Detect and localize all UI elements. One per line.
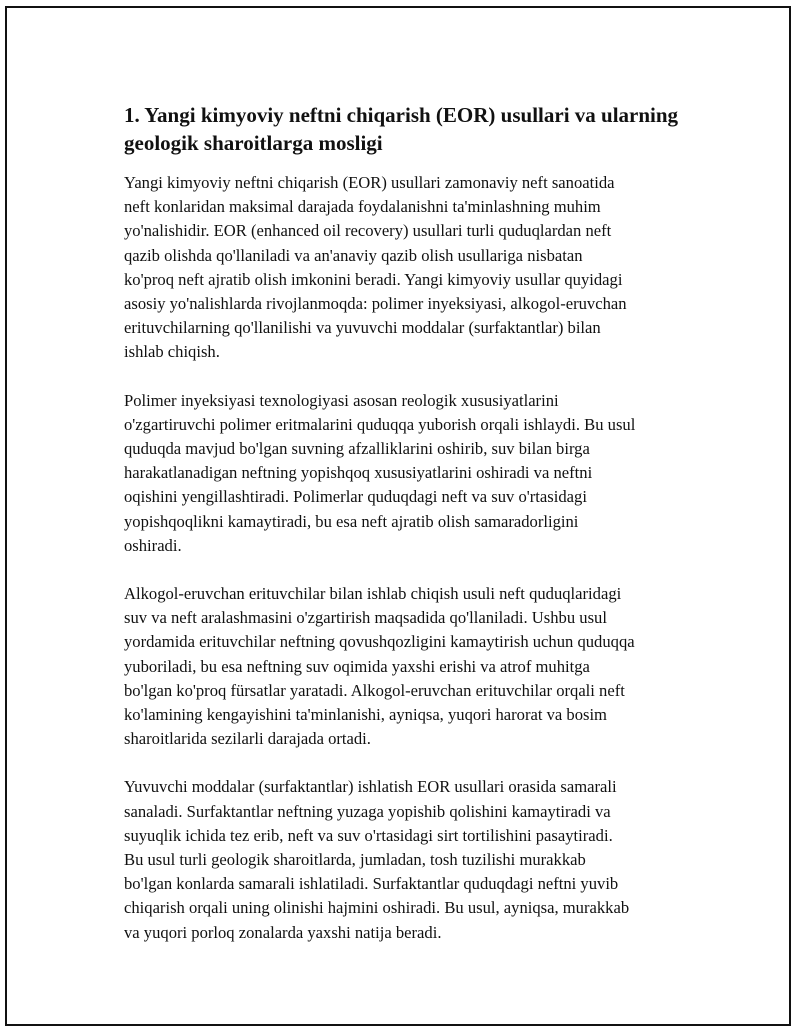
- paragraph-surfactants: Yuvuvchi moddalar (surfaktantlar) ishlatish EOR usullari orasida samarali sanaladi. Surfaktantlar neftning yuzaga yopishib qolishini kamaytiradi va suyuqlik ichida tez erib, neft va suv o'rtasidagi sirt tortilishini pasaytiradi. Bu usul turli geologik sharoitlarda, jumladan, tosh tuzilishi murakkab bo'lgan konlarda samarali ishlatiladi. Surfaktantlar quduqdagi neftni yuvib chiqarish orqali uning olinishi hajmini oshiradi. Bu usul, ayniqsa, murakkab va yuqori porloq zonalarda yaxshi natija beradi.: [124, 777, 630, 942]
- document-title: 1. Yangi kimyoviy neftni chiqarish (EOR) usullari va ularning geologik sharoitlarga mosligi: [124, 103, 679, 155]
- document-body: [124, 101, 699, 969]
- page-frame: [5, 6, 791, 1026]
- paragraph-polymer-injection: Polimer inyeksiyasi texnologiyasi asosan reologik xususiyatlarini o'zgartiruvchi polimer eritmalarini quduqqa yuborish orqali ishlaydi. Bu usul quduqda mavjud bo'lgan suvning afzalliklarini oshirib, suv bilan birga harakatlanadigan neftning yopishqoq xususiyatlarini oshiradi va neftni oqishini yengillashtiradi. Polimerlar quduqdagi neft va suv o'rtasidagi yopishqoqlikni kamaytiradi, bu esa neft ajratib olish samaradorligini oshiradi.: [124, 390, 636, 555]
- paragraph-intro: Yangi kimyoviy neftni chiqarish (EOR) usullari zamonaviy neft sanoatida neft konlaridan maksimal darajada foydalanishni ta'minlashning muhim yo'nalishidir. EOR (enhanced oil recovery) usullari turli quduqlardan neft qazib olishda qo'llaniladi va an'anaviy qazib olish usullariga nisbatan ko'proq neft ajratib olish imkonini beradi. Yangi kimyoviy usullar quyidagi asosiy yo'nalishlarda rivojlanmoqda: polimer inyeksiyasi, alkogol-eruvchan erituvchilarning qo'llanilishi va yuvuvchi moddalar (surfaktantlar) bilan ishlab chiqish.: [124, 173, 627, 362]
- paragraph-alcohol-solvents: Alkogol-eruvchan erituvchilar bilan ishlab chiqish usuli neft quduqlaridagi suv va neft aralashmasini o'zgartirish maqsadida qo'llaniladi. Ushbu usul yordamida erituvchilar neftning qovushqozligini kamaytirish uchun quduqqa yuboriladi, bu esa neftning suv oqimida yaxshi erishi va atrof muhitga bo'lgan ko'proq fürsatlar yaratadi. Alkogol-eruvchan erituvchilar orqali neft ko'lamining kengayishini ta'minlanishi, ayniqsa, yuqori harorat va bosim sharoitlarida sezilarli darajada ortadi.: [124, 584, 635, 749]
